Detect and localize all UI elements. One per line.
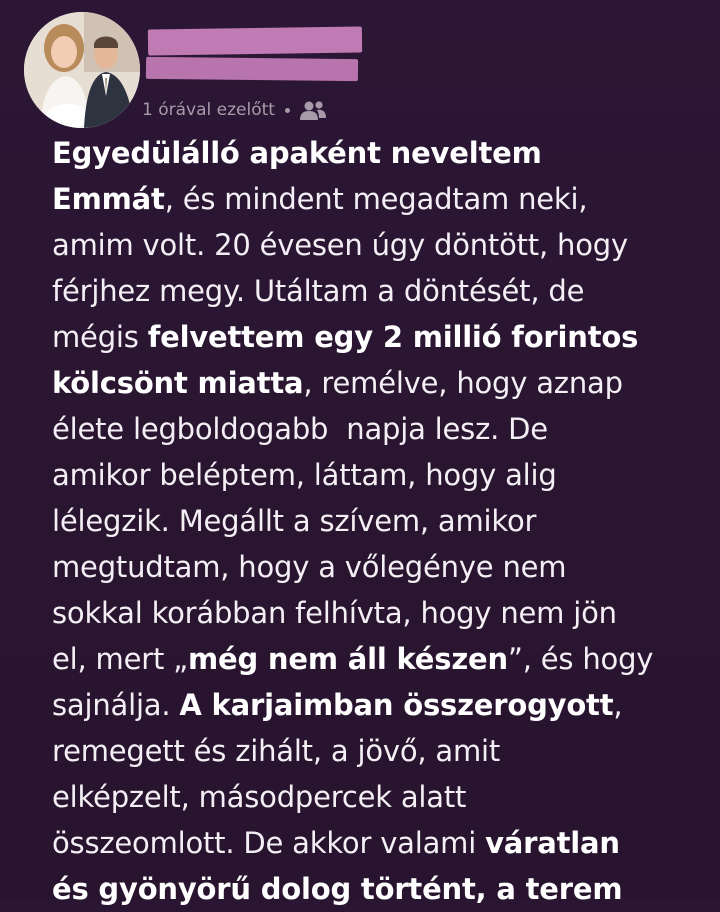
- post-text-segment: , remélve, hogy aznap: [303, 366, 623, 400]
- post-body-text: [52, 130, 692, 912]
- post-text-line: [52, 544, 692, 590]
- author-name-redacted-2[interactable]: [146, 57, 358, 81]
- post-text-bold: és gyönyörű dolog történt, a terem: [52, 872, 623, 906]
- post-text-segment: remegett és zihált, a jövő, amit: [52, 734, 501, 768]
- post-text-line: [52, 130, 692, 176]
- post-text-segment: mégis: [52, 320, 148, 354]
- post-text-segment: összeomlott. De akkor valami: [52, 826, 486, 860]
- post-text-bold: még nem áll készen: [187, 642, 508, 676]
- post-text-line: [52, 820, 692, 866]
- post-text-segment: elképzelt, másodpercek alatt: [52, 780, 467, 814]
- post-text-line: [52, 636, 692, 682]
- post-text-line: [52, 176, 692, 222]
- author-name-redacted[interactable]: [148, 27, 362, 56]
- post-text-segment: , és mindent megadtam neki,: [164, 182, 588, 216]
- post-text-bold: Egyedülálló apaként neveltem: [52, 136, 542, 170]
- post-text-segment: el, mert „: [52, 642, 188, 676]
- post-text-line: [52, 774, 692, 820]
- post-text-segment: férjhez megy. Utáltam a döntését, de: [52, 274, 585, 308]
- post-text-line: [52, 866, 692, 912]
- post-text-line: [52, 314, 692, 360]
- post-text-line: [52, 360, 692, 406]
- profile-photo-wedding-icon: [24, 12, 140, 128]
- post-text-bold: Emmát: [52, 182, 165, 216]
- post-text-bold: felvettem egy 2 millió forintos: [147, 320, 639, 354]
- post-text-line: [52, 682, 692, 728]
- post-text-segment: ,: [613, 688, 623, 722]
- post-text-bold: kölcsönt miatta: [52, 366, 304, 400]
- post-text-segment: ”, és hogy: [507, 642, 654, 676]
- post-text-line: [52, 268, 692, 314]
- post-text-line: [52, 498, 692, 544]
- post-text-line: [52, 728, 692, 774]
- post-text-bold: váratlan: [485, 826, 620, 860]
- post-meta: [142, 98, 328, 122]
- post-text-segment: megtudtam, hogy a vőlegénye nem: [52, 550, 567, 584]
- post-text-bold: A karjaimban összerogyott: [179, 688, 614, 722]
- group-icon[interactable]: [298, 99, 328, 121]
- post-text-segment: amim volt. 20 évesen úgy döntött, hogy: [52, 228, 628, 262]
- post-text-line: [52, 452, 692, 498]
- avatar[interactable]: [24, 12, 140, 128]
- post-text-line: [52, 590, 692, 636]
- separator-dot: [285, 108, 290, 113]
- post-text-line: [52, 222, 692, 268]
- post-text-line: [52, 406, 692, 452]
- post-text-segment: amikor beléptem, láttam, hogy alig: [52, 458, 557, 492]
- post-text-segment: sokkal korábban felhívta, hogy nem jön: [52, 596, 617, 630]
- post-text-segment: lélegzik. Megállt a szívem, amikor: [52, 504, 537, 538]
- post-text-segment: sajnálja.: [52, 688, 180, 722]
- post-timestamp[interactable]: 1 órával ezelőtt: [142, 100, 275, 120]
- post-text-segment: élete legboldogabb napja lesz. De: [52, 412, 548, 446]
